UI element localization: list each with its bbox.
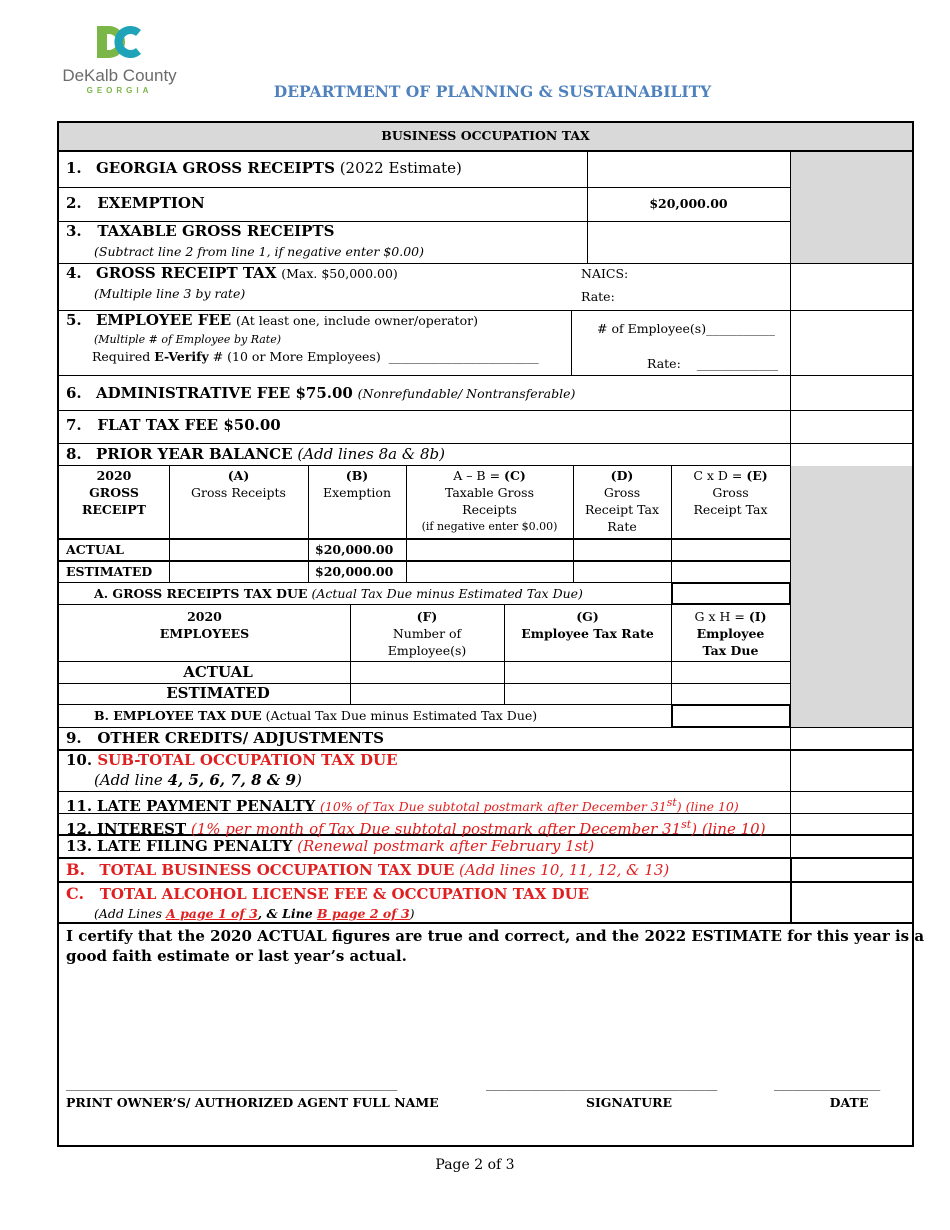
- department-title: DEPARTMENT OF PLANNING & SUSTAINABILITY: [273, 82, 712, 101]
- line-13: 13. LATE FILING PENALTY (Renewal postmark after February 1st): [66, 837, 595, 855]
- date-line[interactable]: _________________: [774, 1076, 881, 1091]
- employee-tax-due-box[interactable]: [671, 704, 791, 728]
- exemption-estimated: $20,000.00: [315, 564, 394, 579]
- employee-count-field[interactable]: # of Employee(s)___________: [597, 321, 775, 336]
- shaded-cell: [790, 466, 912, 728]
- line-10: 10. SUB-TOTAL OCCUPATION TAX DUE: [66, 751, 398, 769]
- line-12: 12. INTEREST (1% per month of Tax Due subtotal postmark after December 31st) (line 10): [66, 818, 766, 838]
- col-b-header: (B) Exemption: [322, 468, 392, 500]
- signature-label: SIGNATURE: [585, 1095, 673, 1110]
- emp-year-header: 2020 EMPLOYEES: [159, 609, 250, 641]
- col-c-header: A – B = (C) Taxable Gross Receipts (if negative enter $0.00): [421, 468, 558, 533]
- row-actual: ACTUAL: [66, 542, 124, 557]
- employee-rate-field[interactable]: Rate: _____________: [647, 356, 778, 371]
- col-f-header: (F) Number of Employee(s): [387, 609, 467, 658]
- form-title: BUSINESS OCCUPATION TAX: [381, 128, 590, 143]
- dekalb-logo: [57, 22, 182, 97]
- line-4: 4. GROSS RECEIPT TAX (Max. $50,000.00): [66, 264, 398, 282]
- col-g-header: (G) Employee Tax Rate: [521, 609, 654, 641]
- emp-row-estimated: ESTIMATED: [166, 684, 270, 702]
- col-e-header: C x D = (E) Gross Receipt Tax: [693, 468, 768, 517]
- naics-label: NAICS:: [581, 266, 629, 281]
- exemption-value: $20,000.00: [649, 196, 728, 211]
- line-2: 2. EXEMPTION: [66, 194, 205, 212]
- total-c-line: C. TOTAL ALCOHOL LICENSE FEE & OCCUPATION TAX DUE: [66, 884, 590, 903]
- name-signature-line[interactable]: _____________________________________________________: [66, 1076, 398, 1091]
- total-b-line: B. TOTAL BUSINESS OCCUPATION TAX DUE (Add lines 10, 11, 12, & 13): [66, 860, 670, 879]
- row-estimated: ESTIMATED: [66, 564, 153, 579]
- line-4-note: (Multiple line 3 by rate): [94, 286, 246, 301]
- line-10-note: (Add line 4, 5, 6, 7, 8 & 9): [94, 771, 302, 789]
- gross-tax-due-box[interactable]: [671, 582, 791, 605]
- col-i-header: G x H = (I) Employee Tax Due: [694, 609, 767, 658]
- gross-tax-due-label: A. GROSS RECEIPTS TAX DUE (Actual Tax Due minus Estimated Tax Due): [94, 586, 583, 601]
- occupation-tax-form: [57, 121, 925, 1147]
- signature-line[interactable]: _____________________________________: [486, 1076, 718, 1091]
- line-6: 6. ADMINISTRATIVE FEE $75.00 (Nonrefundable/ Nontransferable): [66, 384, 576, 402]
- line-1: 1. GEORGIA GROSS RECEIPTS (2022 Estimate): [66, 159, 462, 177]
- page-number: Page 2 of 3: [435, 1157, 515, 1173]
- employee-tax-due-label: B. EMPLOYEE TAX DUE (Actual Tax Due minus Estimated Tax Due): [94, 708, 538, 723]
- exemption-actual: $20,000.00: [315, 542, 394, 557]
- line-3: 3. TAXABLE GROSS RECEIPTS: [66, 222, 335, 240]
- line-7: 7. FLAT TAX FEE $50.00: [66, 416, 281, 434]
- certification-text: I certify that the 2020 ACTUAL figures are true and correct, and the 2022 ESTIMATE for this year is a good faith estimate or last year’s actual.: [66, 927, 925, 965]
- line-5: 5. EMPLOYEE FEE (At least one, include owner/operator): [66, 311, 478, 329]
- total-c-note: (Add Lines A page 1 of 3, & Line B page 2 of 3): [94, 906, 415, 921]
- line-3-note: (Subtract line 2 from line 1, if negative enter $0.00): [94, 244, 424, 259]
- dc-logo-icon: [57, 22, 182, 66]
- everify-line: Required E-Verify # (10 or More Employees) ________________________: [92, 349, 539, 364]
- col-d-header: (D) Gross Receipt Tax Rate: [584, 468, 660, 534]
- emp-row-actual: ACTUAL: [183, 663, 253, 681]
- gross-year-header: 2020 GROSS RECEIPT: [82, 468, 146, 517]
- shaded-cell: [790, 150, 912, 263]
- line-5-note: (Multiple # of Employee by Rate): [94, 333, 282, 346]
- rate-label: Rate:: [581, 289, 615, 304]
- line-8: 8. PRIOR YEAR BALANCE (Add lines 8a & 8b): [66, 445, 445, 463]
- line-9: 9. OTHER CREDITS/ ADJUSTMENTS: [66, 729, 384, 747]
- gross-receipts-input[interactable]: [588, 151, 790, 187]
- owner-name-label: PRINT OWNER’S/ AUTHORIZED AGENT FULL NAME: [66, 1095, 439, 1110]
- date-label: DATE: [829, 1095, 869, 1110]
- logo-state: GEORGIA: [86, 86, 153, 95]
- line-11: 11. LATE PAYMENT PENALTY (10% of Tax Due subtotal postmark after December 31st) (line 10): [66, 796, 739, 816]
- logo-county: DeKalb County: [62, 66, 177, 85]
- col-a-header: (A) Gross Receipts: [191, 468, 286, 500]
